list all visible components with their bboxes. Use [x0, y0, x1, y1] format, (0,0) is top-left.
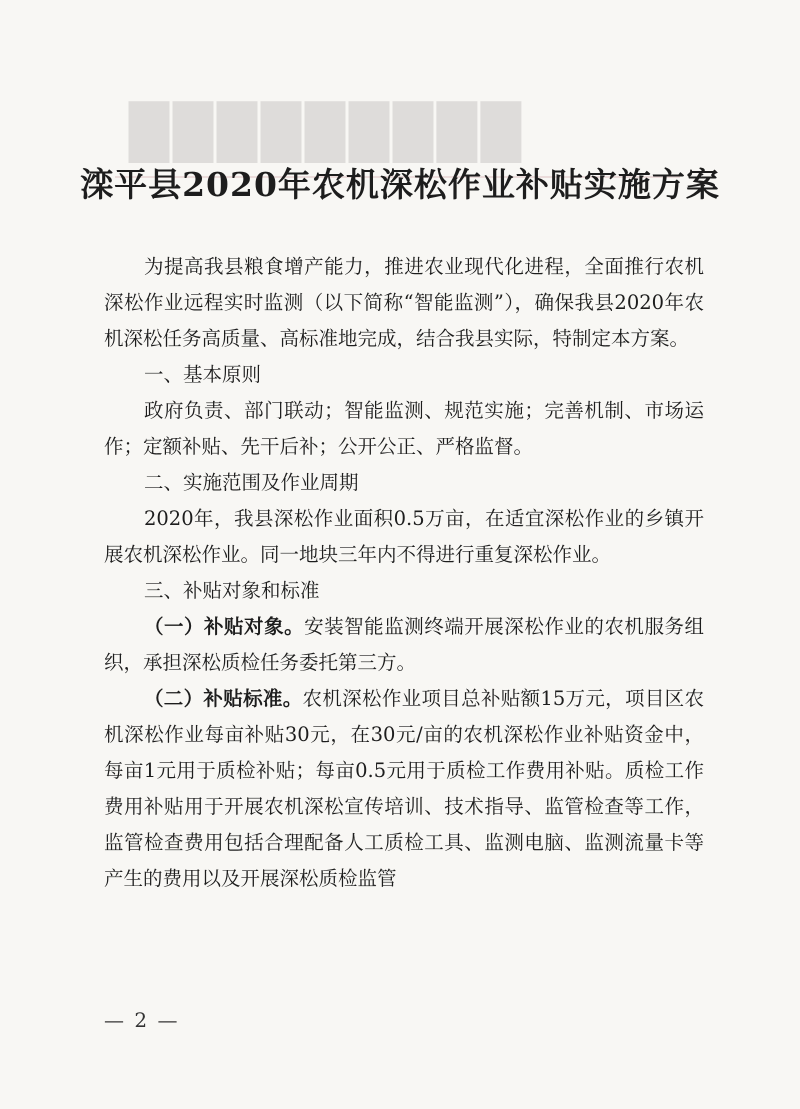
subsidy-standard-paragraph	[104, 681, 704, 897]
subsidy-target-text: 安装智能监测终端开展深松作业的农机服务组织，承担深松质检任务委托第三方。	[104, 615, 704, 674]
subsidy-standard-label: （二）补贴标准。	[143, 687, 303, 710]
section-heading-subsidy: 三、补贴对象和标准	[143, 579, 320, 602]
subsidy-standard-text: 农机深松作业项目总补贴额15万元，项目区农机深松作业每亩补贴30元，在30元/亩的农机深松作业补贴资金中，每亩1元用于质检补贴；每亩0.5元用于质检工作费用补贴。质检工作费用补贴用于开展农机深松宣传培训、技术指导、监管检查等工作，监管检查费用包括合理配备人工质检工具、监测电脑、监测流量卡等产生的费用以及开展深松质检监管	[104, 687, 704, 890]
scope-paragraph: 2020年，我县深松作业面积0.5万亩，在适宜深松作业的乡镇开展农机深松作业。同一地块三年内不得进行重复深松作业。	[104, 507, 704, 566]
document-body	[104, 249, 704, 897]
subsidy-target-paragraph	[104, 609, 704, 681]
document-title: 滦平县2020年农机深松作业补贴实施方案	[80, 165, 720, 204]
reverse-side-bleed-through: █████████	[125, 102, 521, 163]
section-heading-principles: 一、基本原则	[143, 363, 261, 386]
section-heading-scope: 二、实施范围及作业周期	[143, 471, 359, 494]
principles-paragraph: 政府负责、部门联动；智能监测、规范实施；完善机制、市场运作；定额补贴、先干后补；公开公正、严格监督。	[104, 399, 704, 458]
page-number: — 2 —	[104, 1008, 180, 1032]
subsidy-target-label: （一）补贴对象。	[143, 615, 305, 638]
intro-paragraph: 为提高我县粮食增产能力，推进农业现代化进程，全面推行农机深松作业远程实时监测（以下简称“智能监测”），确保我县2020年农机深松任务高质量、高标准地完成，结合我县实际，特制定本方案。	[104, 255, 704, 350]
